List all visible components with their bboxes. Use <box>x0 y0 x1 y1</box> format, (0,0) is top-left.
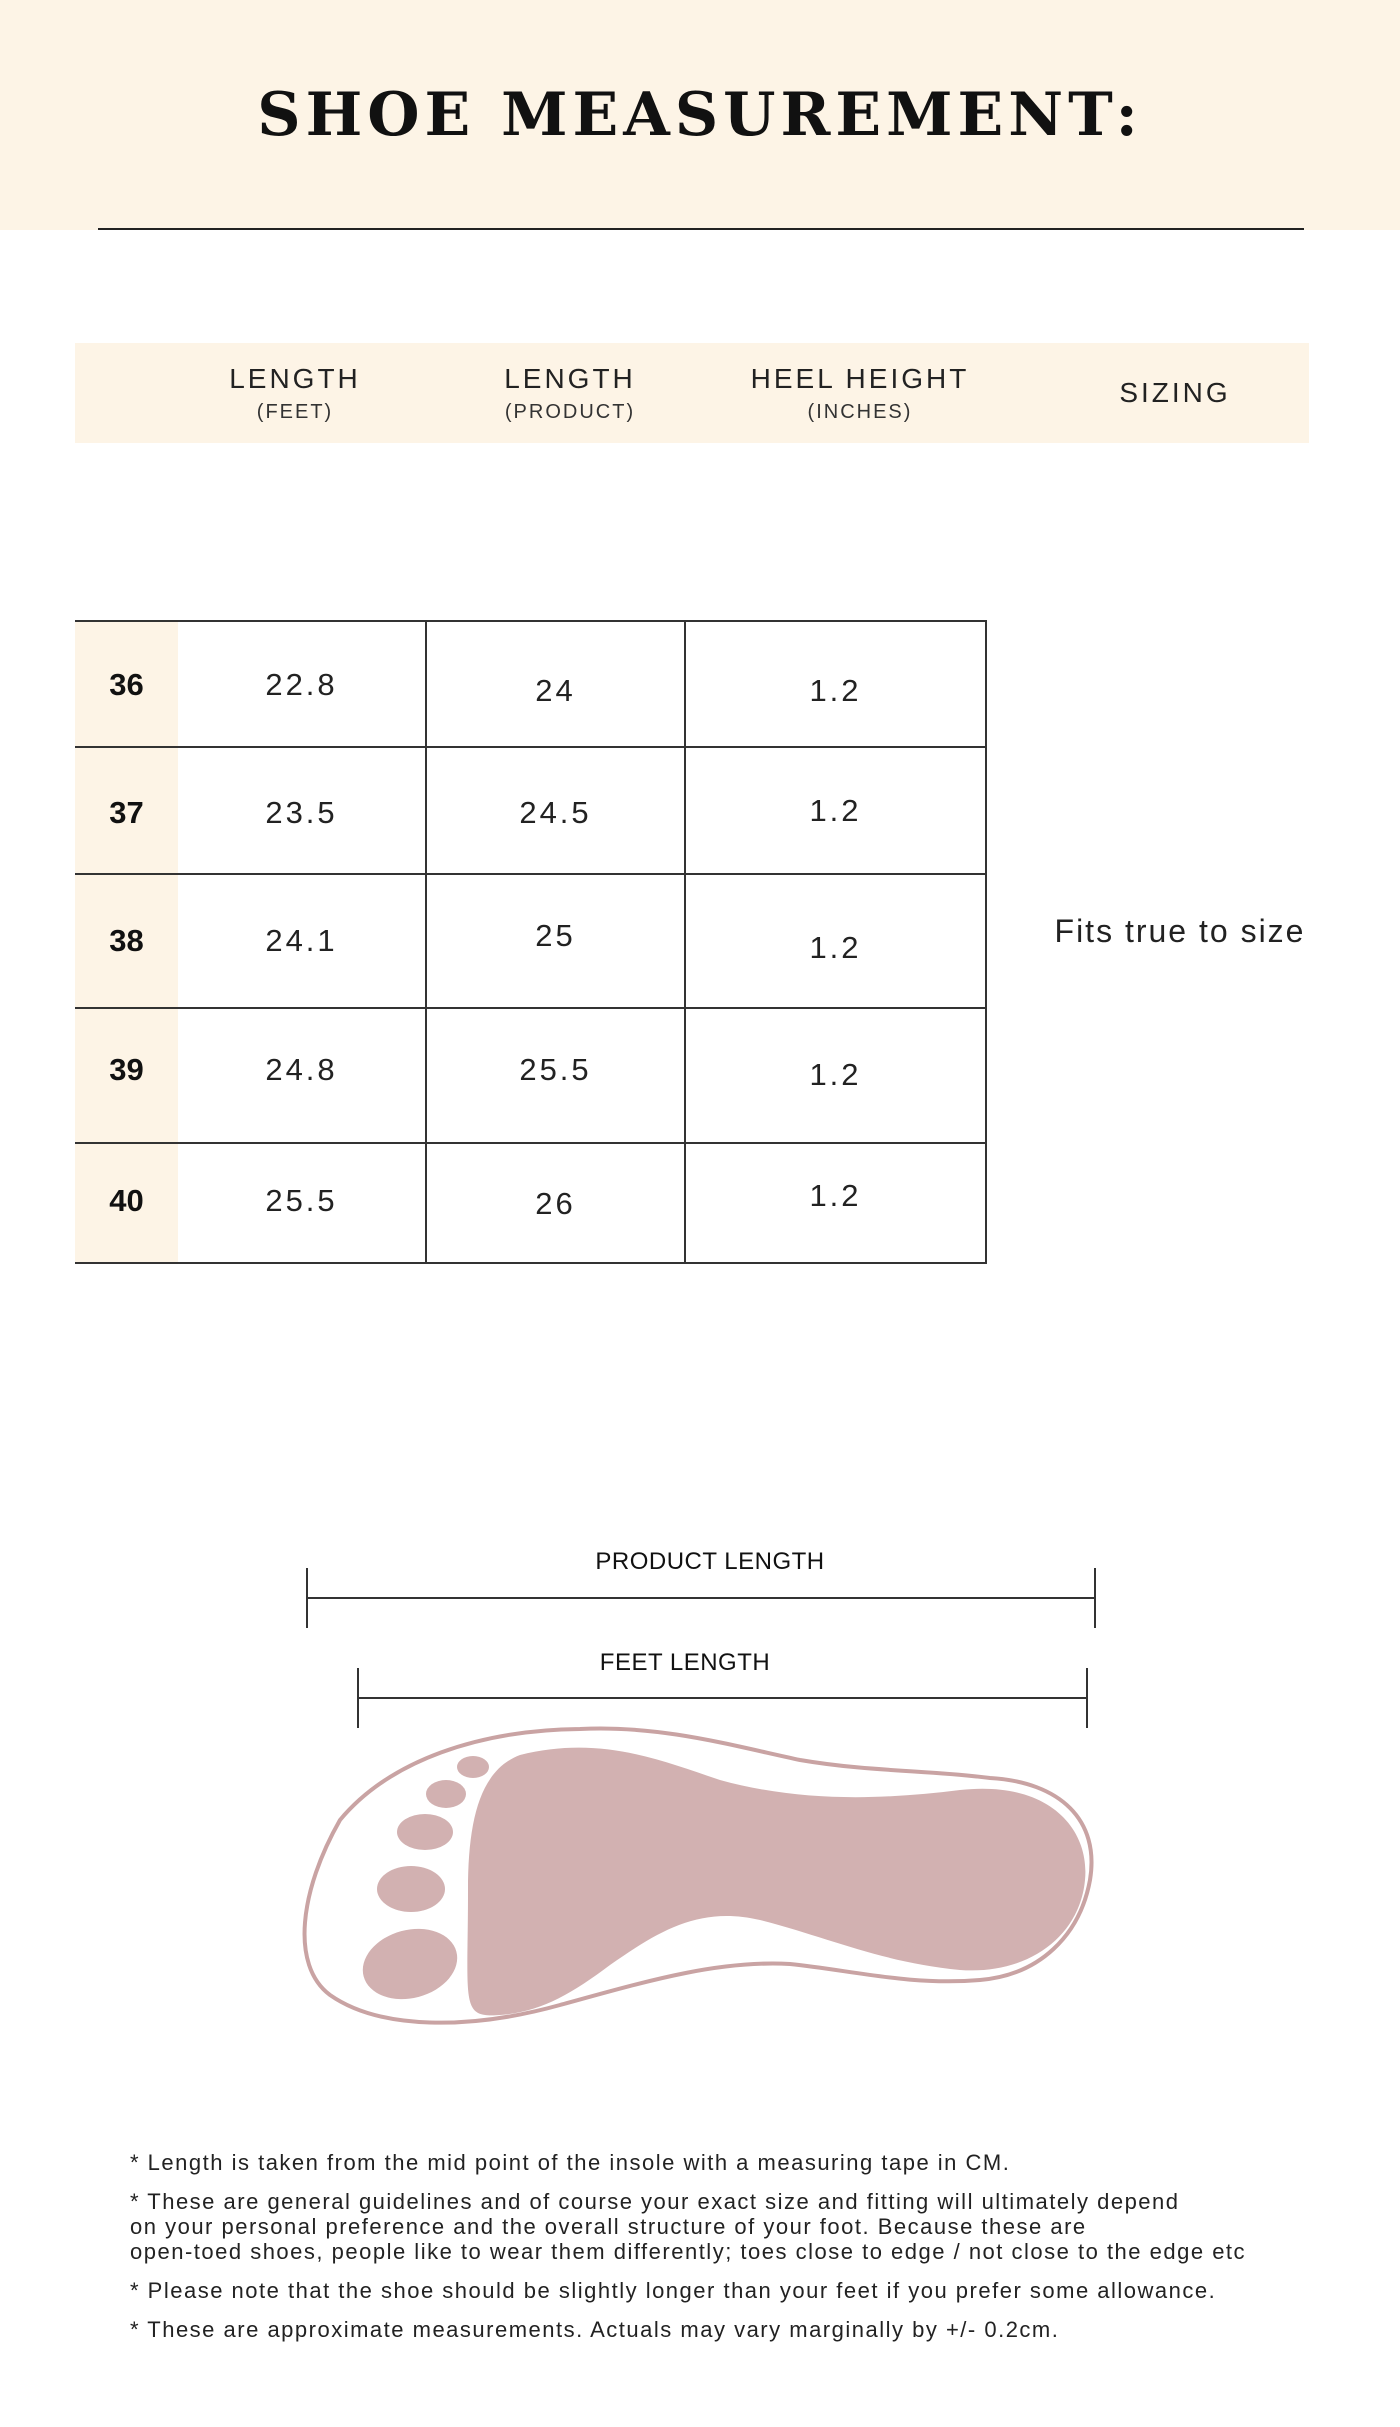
product-length-dimension-line <box>307 1568 1095 1628</box>
column-header-sublabel: (INCHES) <box>807 400 913 423</box>
note-item: * These are approximate measurements. Actuals may vary marginally by +/- 0.2cm. <box>130 2317 1060 2342</box>
toe-2 <box>377 1866 445 1912</box>
toe-3 <box>397 1814 453 1850</box>
notes-section <box>130 2150 1330 2356</box>
big-toe <box>355 1919 465 2010</box>
table-cell-feet-length: 25.5 <box>265 1183 338 1218</box>
feet-length-label: FEET LENGTH <box>599 1649 771 1676</box>
sizing-note: Fits true to size <box>1054 913 1306 949</box>
column-header-label: SIZING <box>1119 377 1231 408</box>
table-cell-heel-height: 1.2 <box>809 793 862 828</box>
note-item: * Please note that the shoe should be slightly longer than your feet if you prefer some allowance. <box>130 2278 1217 2303</box>
table-cell-heel-height: 1.2 <box>809 930 862 965</box>
table-cell-feet-length: 23.5 <box>265 795 338 830</box>
note-item: * These are general guidelines and of course your exact size and fitting will ultimately depend on your personal preference and the overall structure of your foot. Because these are open-toed shoes, people like to wear them differently; toes close to edge / not close to the edge etc <box>130 2189 1247 2264</box>
product-length-label: PRODUCT LENGTH <box>595 1548 825 1575</box>
table-cell-feet-length: 24.8 <box>265 1052 338 1087</box>
table-cell-heel-height: 1.2 <box>809 1178 862 1213</box>
table-cell-product-length: 26 <box>535 1186 576 1221</box>
column-header-label: LENGTH <box>229 362 361 394</box>
table-cell-feet-length: 24.1 <box>265 923 338 958</box>
toe-4 <box>426 1780 466 1808</box>
column-header-sublabel: (PRODUCT) <box>504 400 636 423</box>
table-cell-product-length: 25 <box>535 918 576 953</box>
size-label: 38 <box>109 923 144 958</box>
table-cell-product-length: 25.5 <box>519 1052 592 1087</box>
table-cell-feet-length: 22.8 <box>265 667 338 702</box>
column-header-label: HEEL HEIGHT <box>750 362 970 394</box>
size-label: 36 <box>109 667 144 702</box>
feet-length-dimension-line <box>358 1668 1087 1728</box>
note-item: * Length is taken from the mid point of the insole with a measuring tape in CM. <box>130 2150 1011 2175</box>
size-label: 39 <box>109 1052 144 1087</box>
toe-5 <box>457 1756 489 1778</box>
size-label: 37 <box>109 795 144 830</box>
column-header-sublabel: (FEET) <box>256 400 334 423</box>
table-cell-heel-height: 1.2 <box>809 1057 862 1092</box>
table-cell-product-length: 24.5 <box>519 795 592 830</box>
size-label: 40 <box>109 1183 144 1218</box>
page-title: SHOE MEASUREMENT: <box>257 80 1143 150</box>
foot-sole-shape <box>467 1748 1085 2016</box>
table-cell-heel-height: 1.2 <box>809 673 862 708</box>
table-cell-product-length: 24 <box>535 673 576 708</box>
column-header-label: LENGTH <box>504 362 636 394</box>
